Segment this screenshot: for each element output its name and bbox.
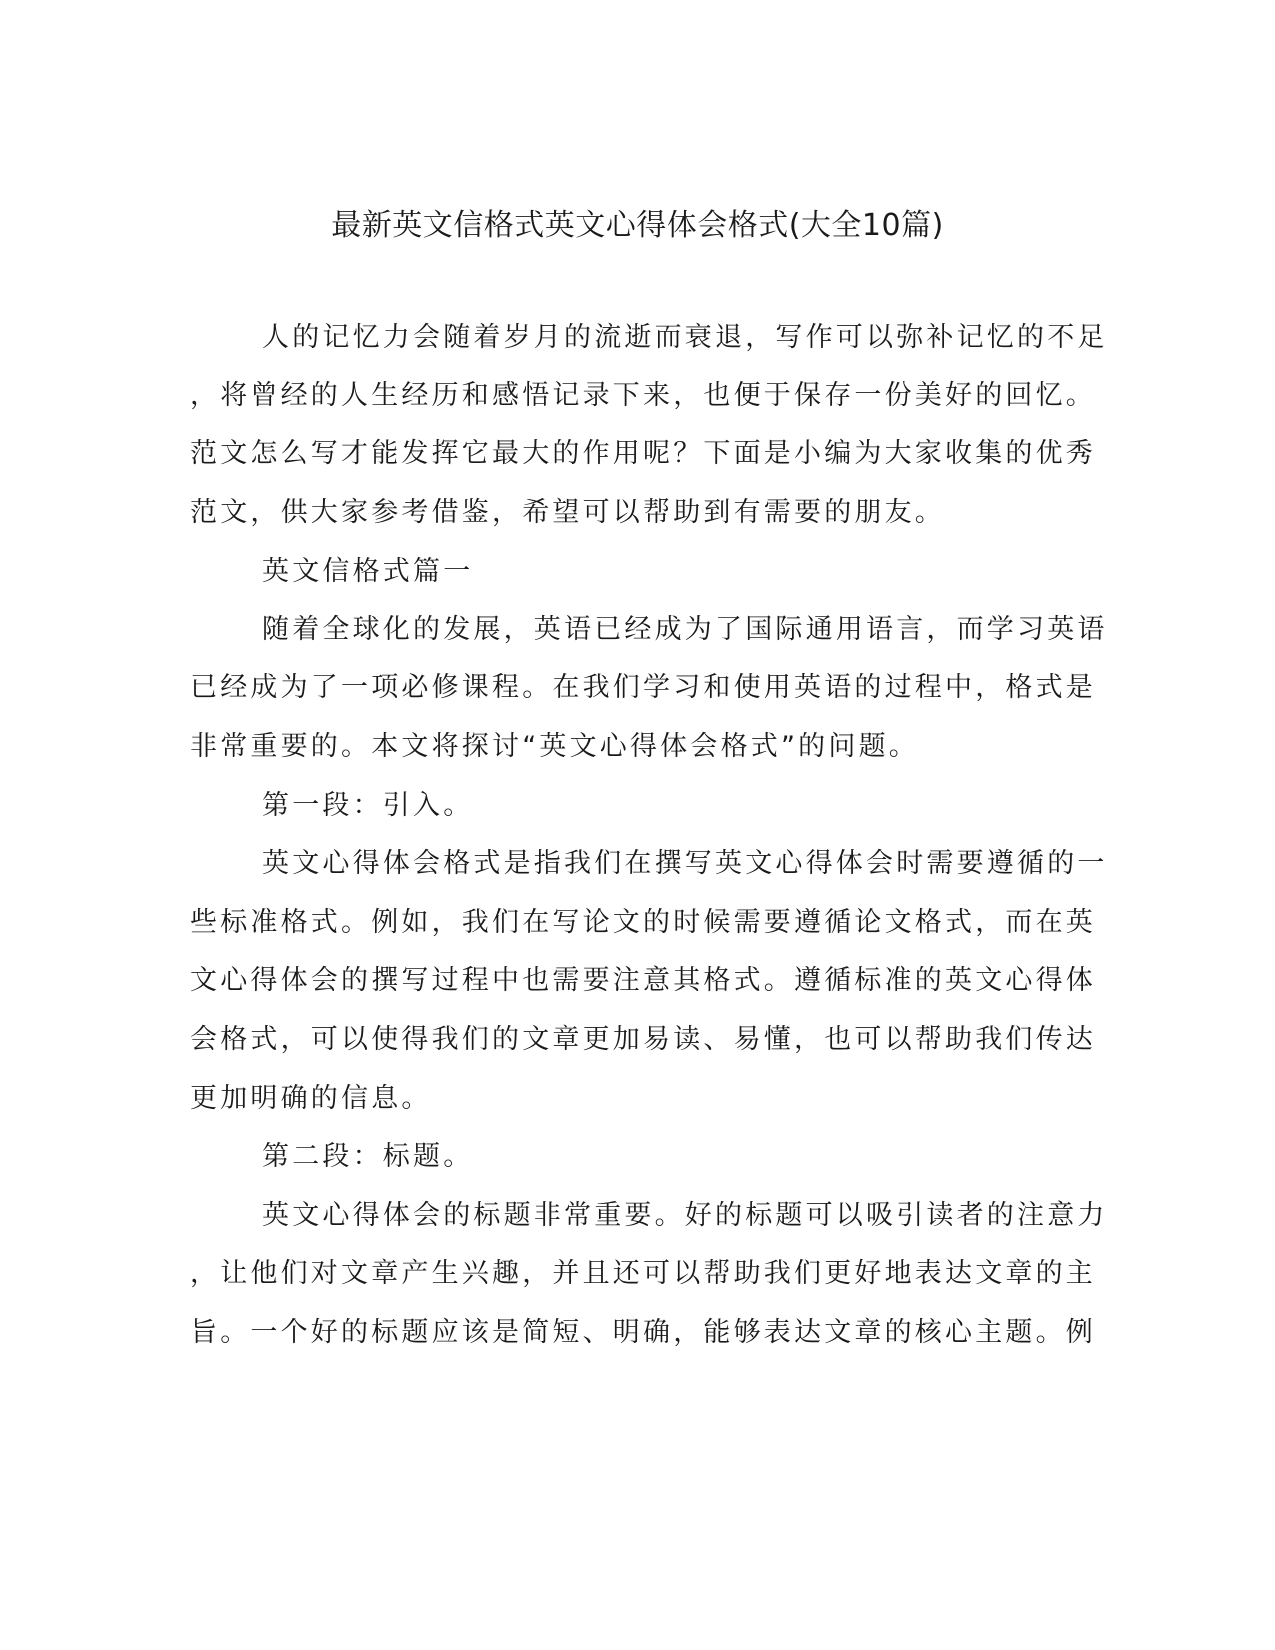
body-line-p3-3: 旨。一个好的标题应该是简短、明确，能够表达文章的核心主题。例 [190, 1317, 1096, 1348]
body-line-p2-4: 会格式，可以使得我们的文章更加易读、易懂，也可以帮助我们传达 [190, 1024, 1096, 1055]
body-line-intro-2: ，将曾经的人生经历和感悟记录下来，也便于保存一份美好的回忆。 [190, 380, 1096, 411]
body-line-p3-1: 英文心得体会的标题非常重要。好的标题可以吸引读者的注意力 [262, 1200, 1108, 1231]
body-line-p2-3: 文心得体会的撰写过程中也需要注意其格式。遵循标准的英文心得体 [190, 965, 1096, 996]
paragraph-heading-2: 第二段：标题。 [262, 1141, 474, 1172]
body-line-p1-2: 已经成为了一项必修课程。在我们学习和使用英语的过程中，格式是 [190, 672, 1096, 703]
body-line-p3-2: ，让他们对文章产生兴趣，并且还可以帮助我们更好地表达文章的主 [190, 1258, 1096, 1289]
body-line-p2-1: 英文心得体会格式是指我们在撰写英文心得体会时需要遵循的一 [262, 848, 1108, 879]
section-heading-1: 英文信格式篇一 [262, 556, 474, 587]
body-line-p1-1: 随着全球化的发展，英语已经成为了国际通用语言，而学习英语 [262, 614, 1108, 645]
body-line-intro-1: 人的记忆力会随着岁月的流逝而衰退，写作可以弥补记忆的不足 [262, 322, 1108, 353]
body-line-p2-5: 更加明确的信息。 [190, 1083, 432, 1114]
body-line-p1-3: 非常重要的。本文将探讨“英文心得体会格式”的问题。 [190, 731, 919, 762]
document-title: 最新英文信格式英文心得体会格式(大全10篇) [331, 208, 944, 243]
body-line-intro-3: 范文怎么写才能发挥它最大的作用呢？下面是小编为大家收集的优秀 [190, 438, 1096, 469]
paragraph-heading-1: 第一段：引入。 [262, 790, 474, 821]
body-line-p2-2: 些标准格式。例如，我们在写论文的时候需要遵循论文格式，而在英 [190, 907, 1096, 938]
body-line-intro-4: 范文，供大家参考借鉴，希望可以帮助到有需要的朋友。 [190, 497, 945, 528]
